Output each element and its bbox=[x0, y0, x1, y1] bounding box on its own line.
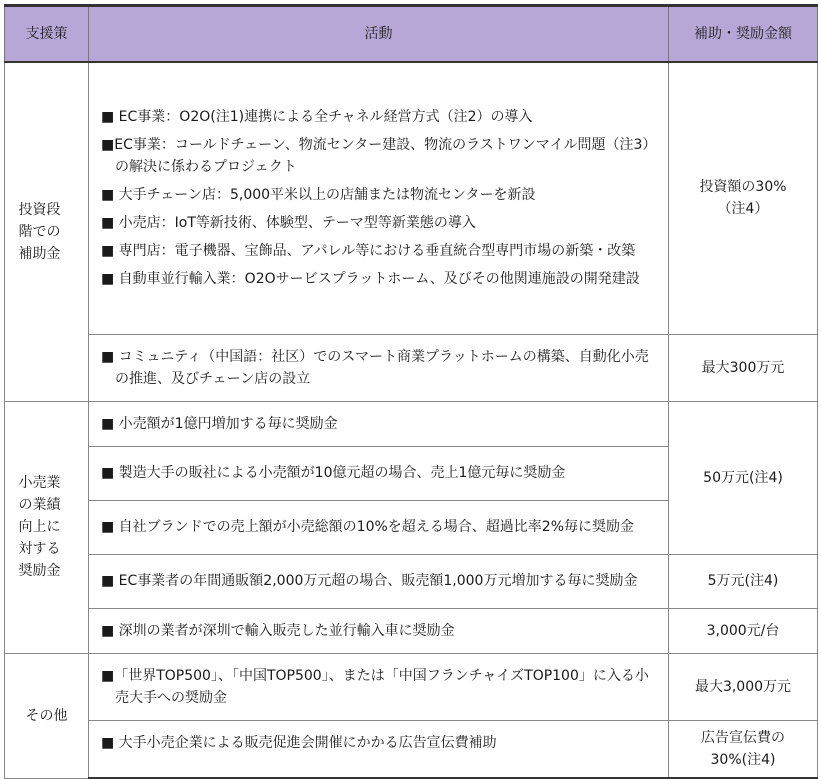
ad-amount: 広告宣伝費の 30%(注4) bbox=[701, 729, 785, 768]
activity-item: ■ 製造大手の販社による小売額が10億元超の場合、売上1億元毎に奨励金 bbox=[101, 465, 566, 481]
sales-amount-cell bbox=[669, 401, 818, 554]
activity-item: ■ 小売店：IoT等新技術、体験型、テーマ型等新業態の導入 bbox=[101, 215, 476, 232]
other-category: その他 bbox=[25, 707, 68, 724]
ad-row bbox=[5, 720, 818, 778]
activity-item: ■ 専門店：電子機器、宝飾品、アパレル等における垂直統合型専門市場の新築・改築 bbox=[101, 243, 636, 260]
header-activity: 活動 bbox=[89, 6, 669, 63]
header-amount: 補助・奨励金額 bbox=[669, 6, 818, 63]
activity-item: ■「世界TOP500」、「中国TOP500」、または「中国フランチャイズTOP100」に入る小売大手への奨励金 bbox=[101, 667, 649, 706]
ec-amount: 5万元(注4) bbox=[707, 573, 779, 589]
shenzhen-row bbox=[5, 608, 818, 653]
ec-amount-cell bbox=[669, 554, 818, 608]
top500-row bbox=[5, 653, 818, 720]
invest-amount: 投資額の30% （注4） bbox=[699, 179, 787, 218]
activity-item: ■ 大手小売企業による販売促進会開催にかかる広告宣伝費補助 bbox=[101, 734, 497, 751]
sales-amount: 50万元(注4) bbox=[703, 469, 783, 486]
activity-item: ■ 自社ブランドでの売上額が小売総額の10%を超える場合、超過比率2%毎に奨励金 bbox=[101, 519, 635, 535]
invest-activity-cell bbox=[89, 62, 669, 334]
invest-amount-cell bbox=[669, 62, 818, 334]
activity-item: ■ 小売額が1億円増加する毎に奨励金 bbox=[101, 415, 338, 432]
sales-category-cell bbox=[5, 401, 89, 653]
sales-category: 小売業 の業績 向上に 対する 奨励金 bbox=[18, 475, 61, 579]
ec-row bbox=[5, 554, 818, 608]
invest-category: 投資段 階での 補助金 bbox=[18, 201, 61, 262]
activity-item: ■ コミュニティ（中国語：社区）でのスマート商業プラットホームの構築、自動化小売の推進、及びチェーン店の設立 bbox=[101, 348, 649, 387]
sales-activity-cell bbox=[89, 401, 669, 446]
invest-row bbox=[5, 62, 818, 334]
community-row bbox=[5, 334, 818, 401]
top500-amount-cell bbox=[669, 653, 818, 720]
other-category-cell bbox=[5, 653, 89, 778]
ec-activity-cell bbox=[89, 554, 669, 608]
activity-item: ■EC事業：コールドチェーン、物流センター建設、物流のラストワンマイル問題（注3）の解決に係わるプロジェクト bbox=[101, 137, 657, 176]
community-amount: 最大300万元 bbox=[701, 359, 785, 376]
shenzhen-amount: 3,000元/台 bbox=[706, 622, 780, 639]
activity-item: ■ EC事業者の年間通販額2,000万元超の場合、販売額1,000万元増加する毎に奨励金 bbox=[101, 573, 638, 589]
community-amount-cell bbox=[669, 334, 818, 401]
activity-item: ■ 自動車並行輸入業：O2Oサービスプラットホーム、及びその他関連施設の開発建設 bbox=[101, 271, 640, 288]
shenzhen-amount-cell bbox=[669, 608, 818, 653]
activity-item: ■ 深圳の業者が深圳で輸入販売した並行輸入車に奨励金 bbox=[101, 622, 455, 639]
invest-category-cell bbox=[5, 62, 89, 401]
community-activity-cell bbox=[89, 334, 669, 401]
top500-activity-cell bbox=[89, 653, 669, 720]
header-row bbox=[5, 6, 818, 63]
header-category: 支援策 bbox=[5, 6, 89, 63]
sales-row-1 bbox=[5, 401, 818, 446]
activity-item: ■ EC事業：O2O(注1)連携による全チャネル経営方式（注2）の導入 bbox=[101, 109, 533, 126]
sales-activity-cell bbox=[89, 446, 669, 500]
ad-activity-cell bbox=[89, 720, 669, 778]
activity-item: ■ 大手チェーン店：5,000平米以上の店舗または物流センターを新設 bbox=[101, 187, 536, 204]
support-measures-table bbox=[4, 4, 818, 779]
top500-amount: 最大3,000万元 bbox=[694, 678, 792, 695]
sales-activity-cell bbox=[89, 500, 669, 554]
ad-amount-cell bbox=[669, 720, 818, 778]
shenzhen-activity-cell bbox=[89, 608, 669, 653]
